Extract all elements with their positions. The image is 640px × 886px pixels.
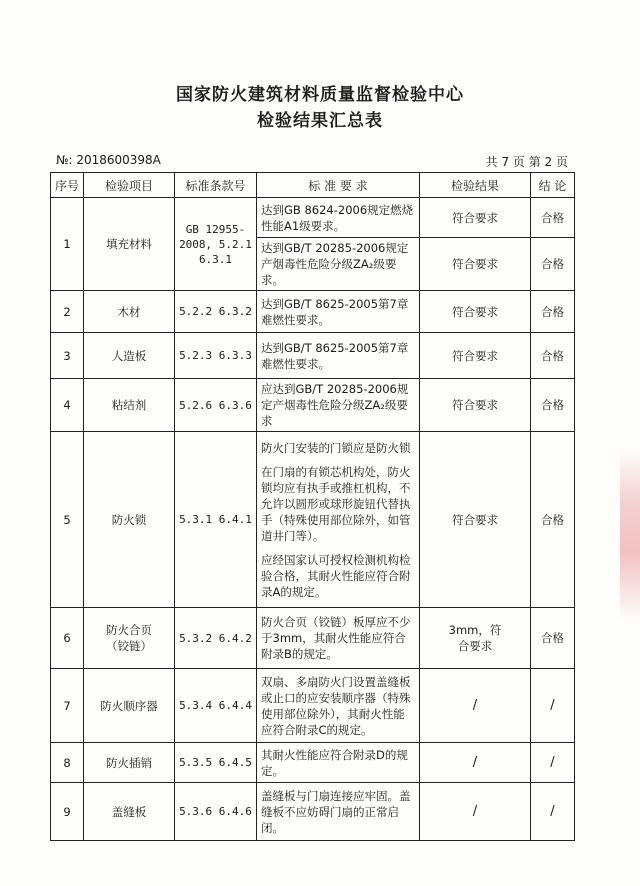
conclusion: /: [531, 743, 575, 783]
standard-clause: 5.2.6 6.3.6: [175, 379, 257, 432]
table-row: [51, 291, 575, 333]
org-title: 国家防火建筑材料质量监督检验中心: [176, 85, 464, 105]
col-header: 检验项目: [84, 173, 175, 198]
col-header: 标 准 要 求: [257, 173, 420, 198]
results-table: [50, 172, 575, 841]
standard-clause: 5.3.2 6.4.2: [175, 608, 257, 669]
inspection-result: 符合要求: [420, 238, 531, 291]
row-number: 6: [51, 608, 84, 669]
inspection-item: 盖缝板: [84, 783, 175, 841]
standard-requirement: 双扇、多扇防火门设置盖缝板或止口的应安装顺序器（特殊使用部位除外），其耐火性能应符合附录C的规定。: [257, 669, 420, 743]
standard-requirement: 防火合页（铰链）板厚应不少于3mm，其耐火性能应符合附录B的规定。: [257, 608, 420, 669]
inspection-result: /: [420, 669, 531, 743]
table-row: [51, 379, 575, 432]
table-row: [51, 743, 575, 783]
row-number: 7: [51, 669, 84, 743]
inspection-result: 符合要求: [420, 291, 531, 333]
standard-clause: 5.3.4 6.4.4: [175, 669, 257, 743]
conclusion: /: [531, 669, 575, 743]
standard-requirement: 达到GB/T 8625-2005第7章难燃性要求。: [257, 333, 420, 379]
row-number: 8: [51, 743, 84, 783]
inspection-item: 防火合页（铰链）: [84, 608, 175, 669]
doc-title: 检验结果汇总表: [257, 111, 383, 131]
table-row: [51, 783, 575, 841]
inspection-item: 木材: [84, 291, 175, 333]
standard-requirement: 达到GB 8624-2006规定燃烧性能A1级要求。: [257, 198, 420, 238]
col-header: 序号: [51, 173, 84, 198]
requirement-paragraph: 防火门安装的门锁应是防火锁: [261, 440, 411, 455]
conclusion: 合格: [531, 238, 575, 291]
conclusion: 合格: [531, 291, 575, 333]
inspection-result: 符合要求: [420, 379, 531, 432]
inspection-item: 人造板: [84, 333, 175, 379]
row-number: 2: [51, 291, 84, 333]
table-row: [51, 198, 575, 238]
table-header-row: [51, 173, 575, 198]
conclusion: 合格: [531, 379, 575, 432]
col-header: 标准条款号: [175, 173, 257, 198]
standard-requirement: 盖缝板与门扇连接应牢固。盖缝板不应妨碍门扇的正常启闭。: [257, 783, 420, 841]
standard-requirement: 达到GB/T 8625-2005第7章难燃性要求。: [257, 291, 420, 333]
standard-requirement: 达到GB/T 20285-2006规定产烟毒性危险分级ZA₂级要求。: [257, 238, 420, 291]
inspection-result: /: [420, 743, 531, 783]
conclusion: /: [531, 783, 575, 841]
inspection-item: 防火顺序器: [84, 669, 175, 743]
inspection-result: 符合要求: [420, 333, 531, 379]
table-row: [51, 333, 575, 379]
standard-requirement: [257, 432, 420, 608]
inspection-result: 符合要求: [420, 432, 531, 608]
conclusion: 合格: [531, 333, 575, 379]
row-number: 4: [51, 379, 84, 432]
standard-clause: 5.2.2 6.3.2: [175, 291, 257, 333]
table-row: [51, 608, 575, 669]
table-row: [51, 432, 575, 608]
inspection-result: /: [420, 783, 531, 841]
col-header: 结 论: [531, 173, 575, 198]
standard-clause: 5.3.5 6.4.5: [175, 743, 257, 783]
conclusion: 合格: [531, 608, 575, 669]
page-info: 共 7 页 第 2 页: [485, 155, 568, 169]
inspection-item: 粘结剂: [84, 379, 175, 432]
table-row: [51, 669, 575, 743]
seal-stamp-edge: [620, 450, 640, 620]
standard-clause: GB 12955-2008, 5.2.1 6.3.1: [175, 198, 257, 291]
conclusion: 合格: [531, 198, 575, 238]
standard-clause: 5.3.6 6.4.6: [175, 783, 257, 841]
standard-requirement: 其耐火性能应符合附录D的规定。: [257, 743, 420, 783]
standard-clause: 5.2.3 6.3.3: [175, 333, 257, 379]
row-number: 3: [51, 333, 84, 379]
row-number: 9: [51, 783, 84, 841]
row-number: 5: [51, 432, 84, 608]
row-number: 1: [51, 198, 84, 291]
conclusion: 合格: [531, 432, 575, 608]
inspection-result: 符合要求: [420, 198, 531, 238]
standard-clause: 5.3.1 6.4.1: [175, 432, 257, 608]
inspection-item: 防火锁: [84, 432, 175, 608]
standard-requirement: 应达到GB/T 20285-2006规定产烟毒性危险分级ZA₂级要求: [257, 379, 420, 432]
inspection-item: 填充材料: [84, 198, 175, 291]
col-header: 检验结果: [420, 173, 531, 198]
inspection-item: 防火插销: [84, 743, 175, 783]
requirement-paragraph: 在门扇的有锁芯机构处，防火锁均应有执手或推杠机构，不允许以圆形或球形旋钮代替执手（特殊使用部位除外，如管道井门等）。: [261, 464, 411, 543]
report-number: №: 2018600398A: [56, 153, 161, 167]
requirement-paragraph: 应经国家认可授权检测机构检验合格，其耐火性能应符合附录A的规定。: [261, 552, 411, 599]
inspection-result: 3mm，符合要求: [420, 608, 531, 669]
